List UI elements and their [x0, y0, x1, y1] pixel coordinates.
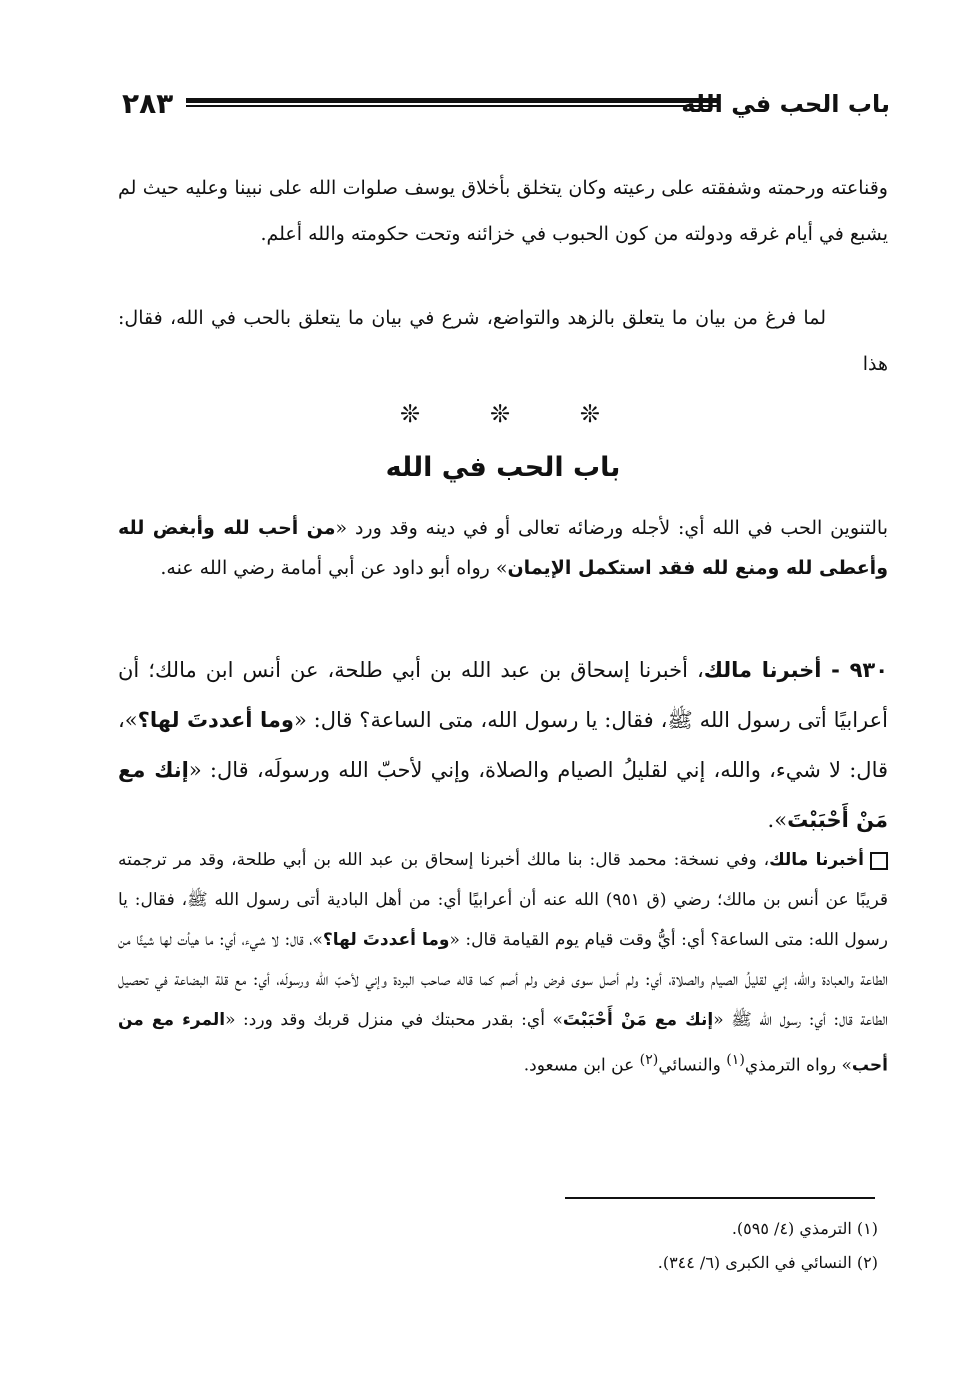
footnote-ref-1: (١) [726, 1052, 745, 1068]
footnotes [118, 1212, 878, 1280]
chapter-intro: بالتنوين الحب في الله أي: لأجله ورضائه تعالى أو في دينه وقد ورد «من أحب لله وأبغض لله وأعطى لله ومنع لله فقد استكمل الإيمان» رواه أبو داود عن أبي أمامة رضي الله عنه. [118, 517, 888, 579]
box-marker-icon [870, 852, 888, 870]
hadith-number-label: ٩٣٠ - أخبرنا مالك [703, 658, 889, 682]
transition-text: لما فرغ من بيان ما يتعلق بالزهد والتواضع، شرع في بيان ما يتعلق بالحب في الله، فقال: هذا [118, 307, 888, 375]
separator-star: ❊ [489, 400, 511, 428]
footnote-rule [565, 1197, 875, 1199]
hadith-930: ٩٣٠ - أخبرنا مالك، أخبرنا إسحاق بن عبد الله بن أبي طلحة، عن أنس ابن مالك؛ أن أعرابيًا أتى رسول الله ﷺ، فقال: يا رسول الله، متى الساعة؟ قال: «وما أعددتَ لها؟»، قال: لا شيء، والله، إني لقليلُ الصيام والصلاة، وإني لأحبّ الله ورسولَه، قال: «إنك مع مَنْ أَحْبَبْتَ». [118, 658, 889, 832]
separator-star: ❊ [579, 400, 600, 428]
chapter-intro-quote: من أحب لله وأبغض لله وأعطى لله ومنع لله فقد استكمل الإيمان [118, 517, 888, 579]
hadith-quote-1: وما أعددتَ لها؟ [137, 708, 294, 732]
running-title: باب الحب في الله [681, 90, 890, 118]
intro-paragraph: وقناعته ورحمته وشفقته على رعيته وكان يتخلق بأخلاق يوسف صلوات الله على نبينا وعليه حيث لم يشبع في أيام غرقه ودولته من كون الحبوب في خزائنه وتحت حكومته والله أعلم. [118, 177, 888, 245]
header-rule [186, 98, 720, 108]
page-header [122, 84, 890, 124]
footnote-1: (١) الترمذي (٤/ ٥٩٥). [731, 1219, 878, 1238]
commentary: أخبرنا مالك، وفي نسخة: محمد قال: بنا مالك أخبرنا إسحاق بن عبد الله بن أبي طلحة، وقد مر ترجمته قريبًا عن أنس بن مالك؛ رضي (ق ٩٥١) الله عنه أن أعرابيًا أي: من أهل البادية أتى رسول الله ﷺ، فقال: يا رسول الله: متى الساعة؟ أي: أيُّ وقت قيام يوم القيامة قال: «وما أعددتَ لها؟»، قال: لا شيء، أي: ما هيأت لها شيئًا من الطاعة والعبادة والله، إني لقليلُ الصيام والصلاة، أي: ولم أصل سوى فرض ولم أصم كما قاله صاحب البردة وإني لأحبّ الله ورسولَه، أي: مع قلة البضاعة في تحصيل الطاعة قال: أي: رسول الله ﷺ «إنك مع مَنْ أَحْبَبْتَ» أي: بقدر محبتك في منزل قربك وقد ورد: «المرء مع من أحب» رواه الترمذي$^{(١)}$ والنسائي$^{(٢)}$ عن ابن مسعود. [118, 850, 889, 1076]
commentary-lead: أخبرنا مالك [769, 850, 864, 870]
page-number: ٢٨٣ [122, 87, 174, 120]
section-separator [400, 400, 600, 436]
footnote-ref-2: (٢) [639, 1052, 659, 1068]
footnote-2: (٢) النسائي في الكبرى (٦/ ٣٤٤). [657, 1253, 878, 1272]
chapter-title: باب الحب في الله [385, 452, 621, 483]
transition-paragraph [118, 295, 888, 387]
separator-star: ❊ [400, 400, 421, 428]
hadith-quote-2: إنك مع مَنْ أَحْبَبْتَ [118, 758, 888, 832]
